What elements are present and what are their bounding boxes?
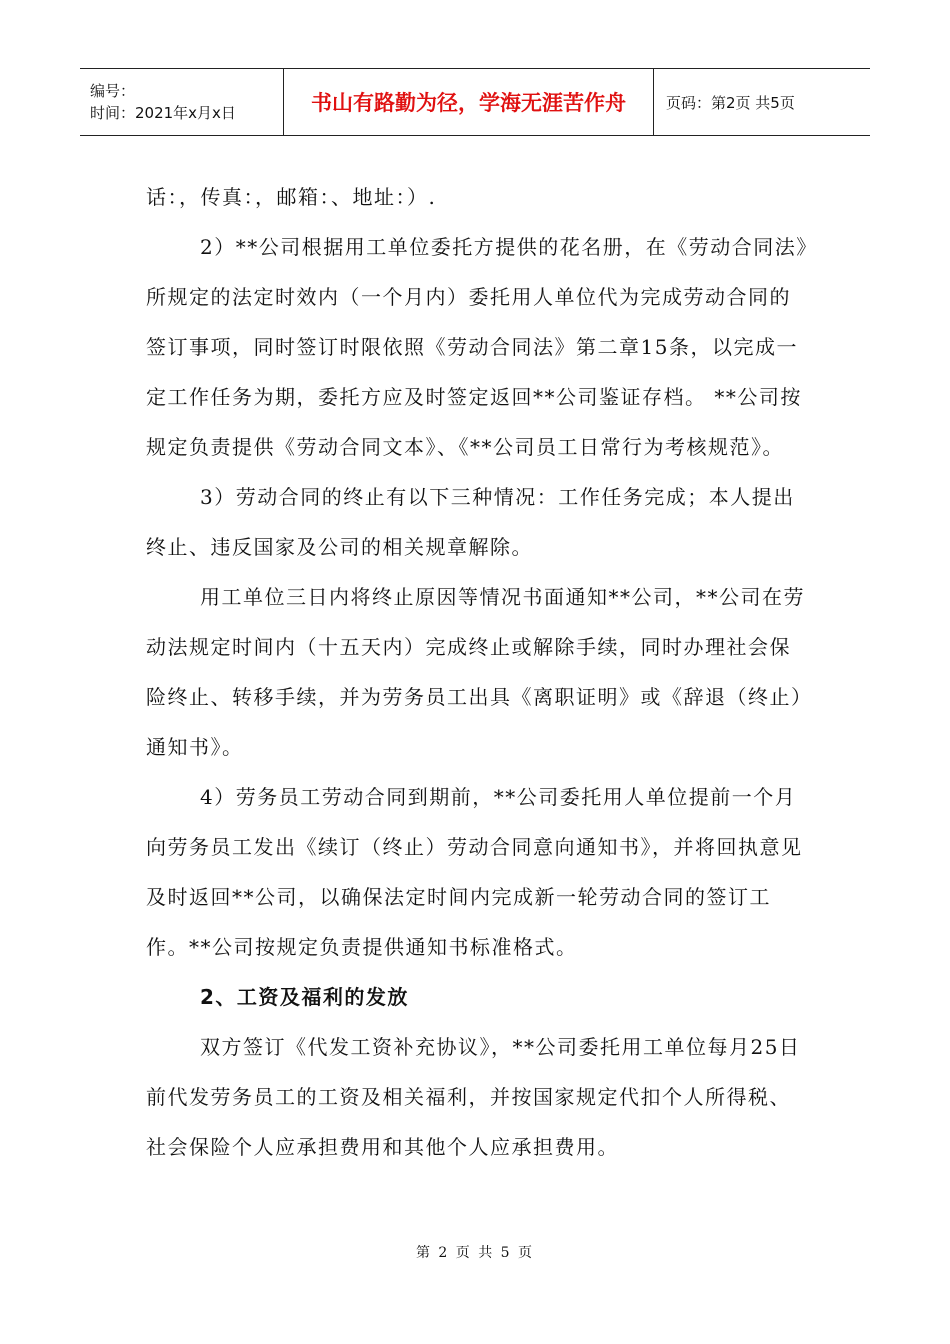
document-number-label: 编号： <box>90 82 136 100</box>
document-header <box>80 68 870 136</box>
header-motto: 书山有路勤为径，学海无涯苦作舟 <box>311 91 626 115</box>
paragraph-wage-payment: 双方签订《代发工资补充协议》，**公司委托用工单位每月25日前代发劳务员工的工资及相关福利，并按国家规定代扣个人所得税、社会保险个人应承担费用和其他个人应承担费用。 <box>146 1035 801 1159</box>
page-footer: 第 2 页 共 5 页 <box>415 1245 535 1261</box>
section-heading-wages: 2、工资及福利的发放 <box>200 985 409 1009</box>
header-meta-cell <box>80 69 284 135</box>
paragraph-contract-signing: 2）**公司根据用工单位委托方提供的花名册，在《劳动合同法》所规定的法定时效内（一个月内）委托用人单位代为完成劳动合同的签订事项，同时签订时限依照《劳动合同法》第二章15条，以完成一定工作任务为期，委托方应及时签定返回**公司鉴证存档。 **公司按规定负责提供《劳动合同文本》、《**公司员工日常行为考核规范》。 <box>146 235 808 459</box>
paragraph-contract-renewal: 4）劳务员工劳动合同到期前，**公司委托用人单位提前一个月向劳务员工发出《续订（终止）劳动合同意向通知书》，并将回执意见及时返回**公司，以确保法定时间内完成新一轮劳动合同的签订工作。**公司按规定负责提供通知书标准格式。 <box>146 785 803 959</box>
paragraph-termination-notice: 用工单位三日内将终止原因等情况书面通知**公司，**公司在劳动法规定时间内（十五天内）完成终止或解除手续，同时办理社会保险终止、转移手续，并为劳务员工出具《离职证明》或《辞退（终止）通知书》。 <box>146 585 805 759</box>
header-page-info: 页码：第2页 共5页 <box>666 93 795 112</box>
header-motto-cell <box>284 69 654 135</box>
paragraph-contact-tail: 话：，传真：，邮箱：、地址：）. <box>146 185 437 209</box>
document-body <box>146 172 808 1172</box>
paragraph-contract-termination: 3）劳动合同的终止有以下三种情况：工作任务完成；本人提出终止、违反国家及公司的相关规章解除。 <box>146 485 795 559</box>
header-page-cell <box>654 69 870 135</box>
document-time-label: 时间：2021年x月x日 <box>90 104 236 122</box>
